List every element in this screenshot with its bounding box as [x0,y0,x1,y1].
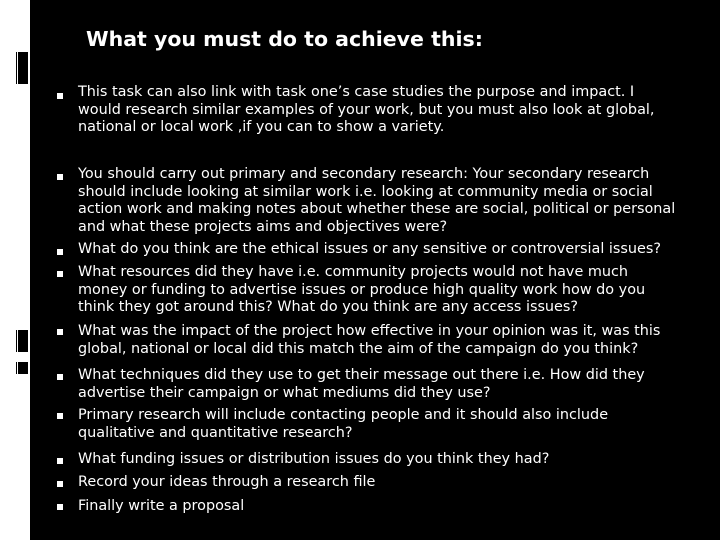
bullet-item: This task can also link with task one’s case studies the purpose and impact. I would research similar examples of your work, but you must also look at global, national or local work ,if you can to show a variety. [78,84,655,135]
square-bullet-icon [57,481,63,487]
square-bullet-icon [57,329,63,335]
bullet-item: What techniques did they use to get their message out there i.e. How did they advertise their campaign or what mediums did they use? [78,367,645,401]
square-bullet-icon [57,249,63,255]
square-bullet-icon [57,413,63,419]
square-bullet-icon [57,93,63,99]
square-bullet-icon [57,504,63,510]
bullet-item: What funding issues or distribution issues do you think they had? [78,451,550,467]
slide-title: What you must do to achieve this: [86,27,483,51]
bullet-item: You should carry out primary and secondary research: Your secondary research should include looking at similar work i.e. looking at community media or social action work and making notes about whether these are social, political or personal and what these projects aims and objectives were? [78,166,676,235]
bullet-item: Finally write a proposal [78,498,245,514]
square-bullet-icon [57,374,63,380]
bullet-item: What was the impact of the project how effective in your opinion was it, was this global, national or local did this match the aim of the campaign do you think? [78,323,661,357]
square-bullet-icon [57,458,63,464]
square-bullet-icon [57,174,63,180]
square-bullet-icon [57,271,63,277]
bullet-item: Record your ideas through a research file [78,474,376,490]
bullet-item: What do you think are the ethical issues or any sensitive or controversial issues? [78,241,662,257]
bullet-item: Primary research will include contacting people and it should also include qualitative and quantitative research? [78,407,609,441]
bullet-item: What resources did they have i.e. community projects would not have much money or funding to advertise issues or produce high quality work how do you think they got around this? What do you think are any access issues? [78,264,646,315]
